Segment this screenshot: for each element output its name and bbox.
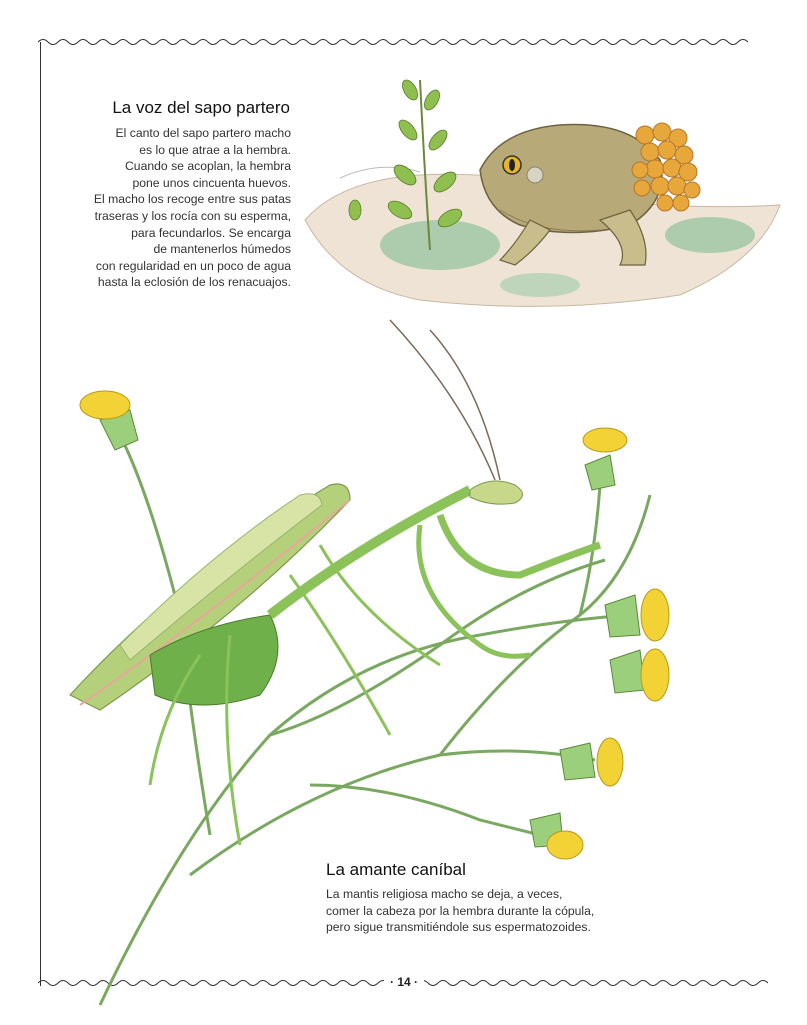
text-line: hasta la eclosión de los renacuajos. [97,275,291,290]
midwife-toad-illustration [300,60,800,315]
text-line: con regularidad en un poco de agua [95,258,291,273]
toad-section-text [94,125,291,291]
text-line: comer la cabeza por la hembra durante la cópula, [326,903,595,918]
text-line: El macho los recoge entre sus patas [93,192,291,207]
text-line: Cuando se acoplan, la hembra [125,159,291,174]
left-margin-rule [40,42,41,986]
text-line: de mantenerlos húmedos [153,242,291,257]
text-line: pero sigue transmitiéndole sus espermatozoides. [326,920,591,935]
mantis-section-text [326,886,594,936]
top-wavy-rule [38,36,768,48]
page-number: · 14 · [384,975,424,989]
text-line: El canto del sapo partero macho [115,126,291,140]
text-line: traseras y los rocía con su esperma, [94,208,291,223]
mantis-section-title: La amante caníbal [326,860,466,879]
text-line: La mantis religiosa macho se deja, a veces, [326,887,563,901]
text-line: es lo que atrae a la hembra. [139,142,291,157]
text-line: para fecundarlos. Se encarga [131,225,291,240]
toad-section-title: La voz del sapo partero [112,98,290,117]
text-line: pone unos cincuenta huevos. [132,175,291,190]
